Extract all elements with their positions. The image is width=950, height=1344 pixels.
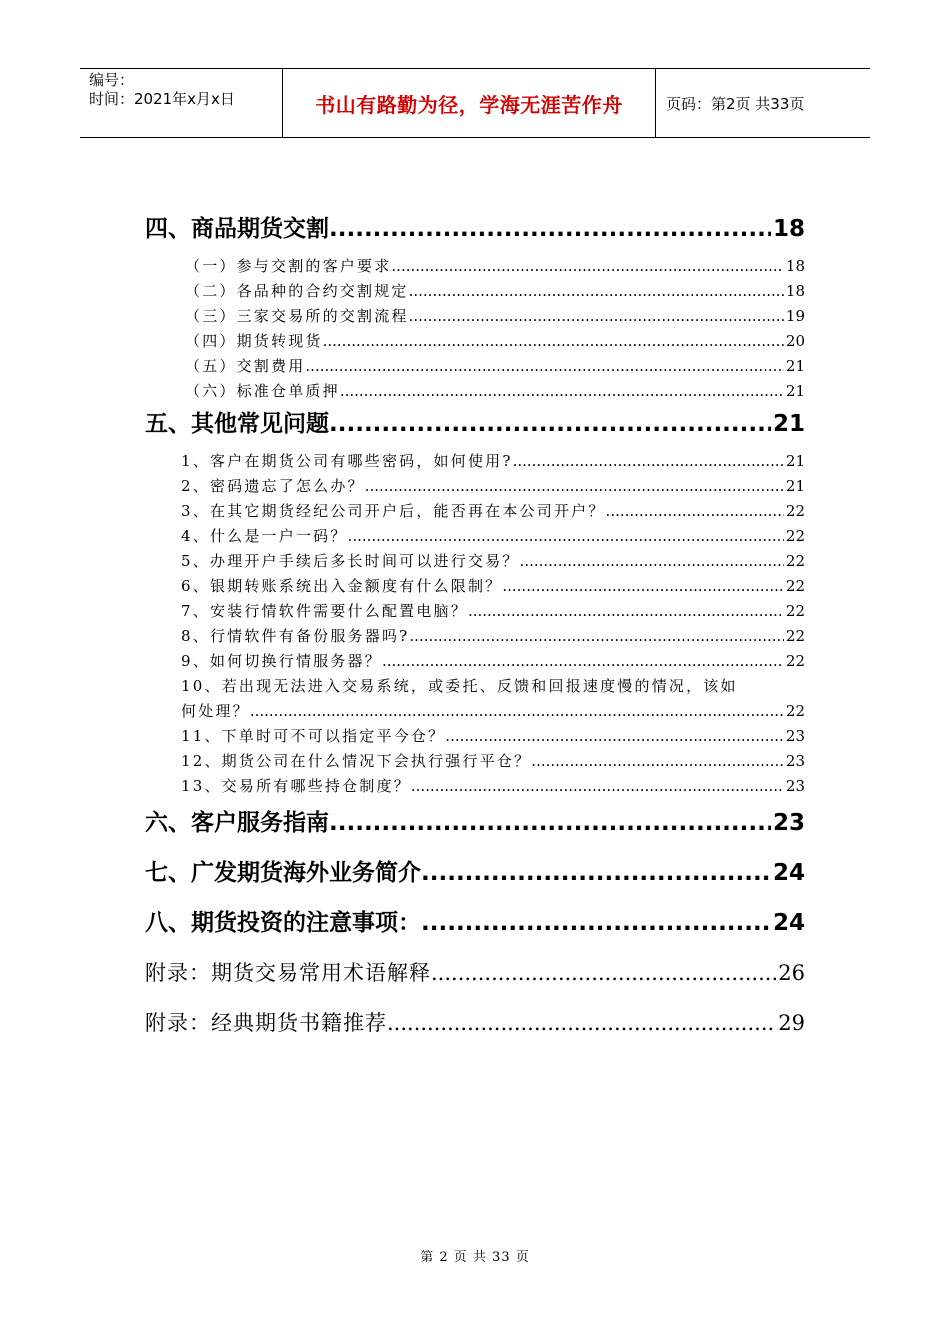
toc-page: 21: [785, 477, 805, 495]
toc-title: 五、其他常见问题: [145, 411, 329, 437]
toc-leader: [520, 549, 784, 574]
toc-page: 24: [772, 860, 805, 886]
toc-title: 9、如何切换行情服务器？: [181, 652, 382, 670]
toc-page: 18: [785, 257, 805, 275]
toc-title: 1、客户在期货公司有哪些密码，如何使用?: [181, 452, 513, 470]
toc-leader: [502, 574, 784, 599]
toc-title: 7、安装行情软件需要什么配置电脑？: [181, 602, 468, 620]
toc-item[interactable]: [145, 449, 805, 474]
toc-title: 八、期货投资的注意事项：: [145, 910, 421, 936]
toc-title: （五）交割费用: [185, 357, 306, 375]
toc-title: （一）参与交割的客户要求: [185, 257, 392, 275]
toc-leader: [329, 213, 771, 246]
toc-leader: [421, 857, 771, 890]
toc-leader: [513, 449, 784, 474]
toc-title: 10、若出现无法进入交易系统，或委托、反馈和回报速度慢的情况，该如: [181, 677, 738, 695]
toc-title: （四）期货转现货: [185, 332, 323, 350]
toc-leader: [409, 304, 784, 329]
toc-section-4[interactable]: [145, 213, 805, 246]
toc-section-7[interactable]: [145, 857, 805, 890]
toc-leader: [340, 379, 784, 404]
toc-item[interactable]: [145, 599, 805, 624]
toc-section-6[interactable]: [145, 807, 805, 840]
toc-item[interactable]: [145, 724, 805, 749]
toc-page: 22: [785, 577, 805, 595]
toc-item[interactable]: [145, 254, 805, 279]
toc-title: （二）各品种的合约交割规定: [185, 282, 409, 300]
page-header: [80, 68, 870, 138]
toc-page: 18: [772, 216, 805, 242]
toc-page: 21: [772, 411, 805, 437]
toc-item[interactable]: [145, 749, 805, 774]
toc-title: 12、期货公司在什么情况下会执行强行平仓？: [181, 752, 532, 770]
toc-page: 22: [785, 627, 805, 645]
toc-item[interactable]: [145, 774, 805, 799]
toc-page: 22: [785, 602, 805, 620]
header-motto: 书山有路勤为径，学海无涯苦作舟: [283, 69, 656, 137]
toc-leader: [409, 624, 784, 649]
toc-page: 21: [785, 452, 805, 470]
toc-title: （六）标准仓单质押: [185, 382, 340, 400]
toc-item[interactable]: [145, 574, 805, 599]
toc-leader: [531, 749, 784, 774]
toc-title: 何处理？: [181, 702, 250, 720]
toc-leader: [468, 599, 784, 624]
toc-leader: [411, 774, 784, 799]
header-date: 时间：2021年x月x日: [89, 90, 235, 108]
toc-item[interactable]: [145, 649, 805, 674]
toc-title: 6、银期转账系统出入金额度有什么限制？: [181, 577, 503, 595]
toc-leader: [329, 807, 771, 840]
toc-page: 22: [785, 527, 805, 545]
toc-page: 21: [785, 382, 805, 400]
toc-item[interactable]: [145, 379, 805, 404]
toc-page: 29: [778, 1011, 805, 1035]
toc-item[interactable]: [145, 549, 805, 574]
toc-leader: [421, 907, 771, 940]
toc-title: 四、商品期货交割: [145, 216, 329, 242]
toc-page: 22: [785, 652, 805, 670]
toc-section-8[interactable]: [145, 907, 805, 940]
toc-leader: [348, 524, 784, 549]
toc-item[interactable]: [145, 279, 805, 304]
toc-section-5[interactable]: [145, 408, 805, 441]
toc-leader: [329, 408, 771, 441]
toc-title: 七、广发期货海外业务简介: [145, 860, 421, 886]
toc-leader: [409, 279, 784, 304]
toc-page: 18: [785, 282, 805, 300]
toc-leader: [445, 724, 784, 749]
toc-page: 23: [785, 727, 805, 745]
table-of-contents: [145, 213, 805, 1040]
toc-title: 11、下单时可不可以指定平今仓？: [181, 727, 446, 745]
toc-item[interactable]: [145, 304, 805, 329]
toc-item[interactable]: [145, 524, 805, 549]
header-meta: [80, 69, 283, 137]
toc-item[interactable]: [145, 329, 805, 354]
toc-item[interactable]: [145, 354, 805, 379]
toc-page: 21: [785, 357, 805, 375]
toc-title: 附录：经典期货书籍推荐: [145, 1011, 387, 1035]
toc-leader: [305, 354, 784, 379]
toc-title: 4、什么是一户一码？: [181, 527, 348, 545]
page-footer: 第 2 页 共 33 页: [420, 1250, 530, 1265]
toc-title: （三）三家交易所的交割流程: [185, 307, 409, 325]
header-number-label: 编号：: [89, 71, 135, 89]
toc-item[interactable]: [145, 624, 805, 649]
toc-title: 附录：期货交易常用术语解释: [145, 961, 431, 985]
toc-title: 2、密码遗忘了怎么办？: [181, 477, 365, 495]
toc-leader: [606, 499, 784, 524]
toc-title: 5、办理开户手续后多长时间可以进行交易？: [181, 552, 520, 570]
toc-title: 六、客户服务指南: [145, 810, 329, 836]
toc-page: 22: [785, 502, 805, 520]
toc-appendix-books[interactable]: [145, 1006, 805, 1040]
toc-page: 23: [785, 777, 805, 795]
toc-page: 19: [785, 307, 805, 325]
toc-page: 22: [785, 552, 805, 570]
toc-item[interactable]: [145, 499, 805, 524]
toc-leader: [387, 1006, 776, 1040]
toc-title: 3、在其它期货经纪公司开户后，能否再在本公司开户？: [181, 502, 606, 520]
header-page-info: 页码：第2页 共33页: [666, 94, 805, 113]
toc-leader: [391, 254, 784, 279]
toc-leader: [382, 649, 784, 674]
toc-page: 23: [785, 752, 805, 770]
toc-item-line1[interactable]: [145, 674, 805, 699]
toc-leader: [365, 474, 784, 499]
toc-leader: [250, 699, 784, 724]
toc-page: 24: [772, 910, 805, 936]
toc-item[interactable]: [145, 474, 805, 499]
toc-leader: [323, 329, 784, 354]
toc-title: 8、行情软件有备份服务器吗?: [181, 627, 410, 645]
toc-leader: [431, 956, 776, 990]
toc-page: 26: [778, 961, 805, 985]
toc-page: 23: [772, 810, 805, 836]
toc-page: 22: [785, 702, 805, 720]
toc-appendix-terms[interactable]: [145, 956, 805, 990]
toc-title: 13、交易所有哪些持仓制度？: [181, 777, 411, 795]
toc-item-line2[interactable]: [145, 699, 805, 724]
toc-page: 20: [785, 332, 805, 350]
